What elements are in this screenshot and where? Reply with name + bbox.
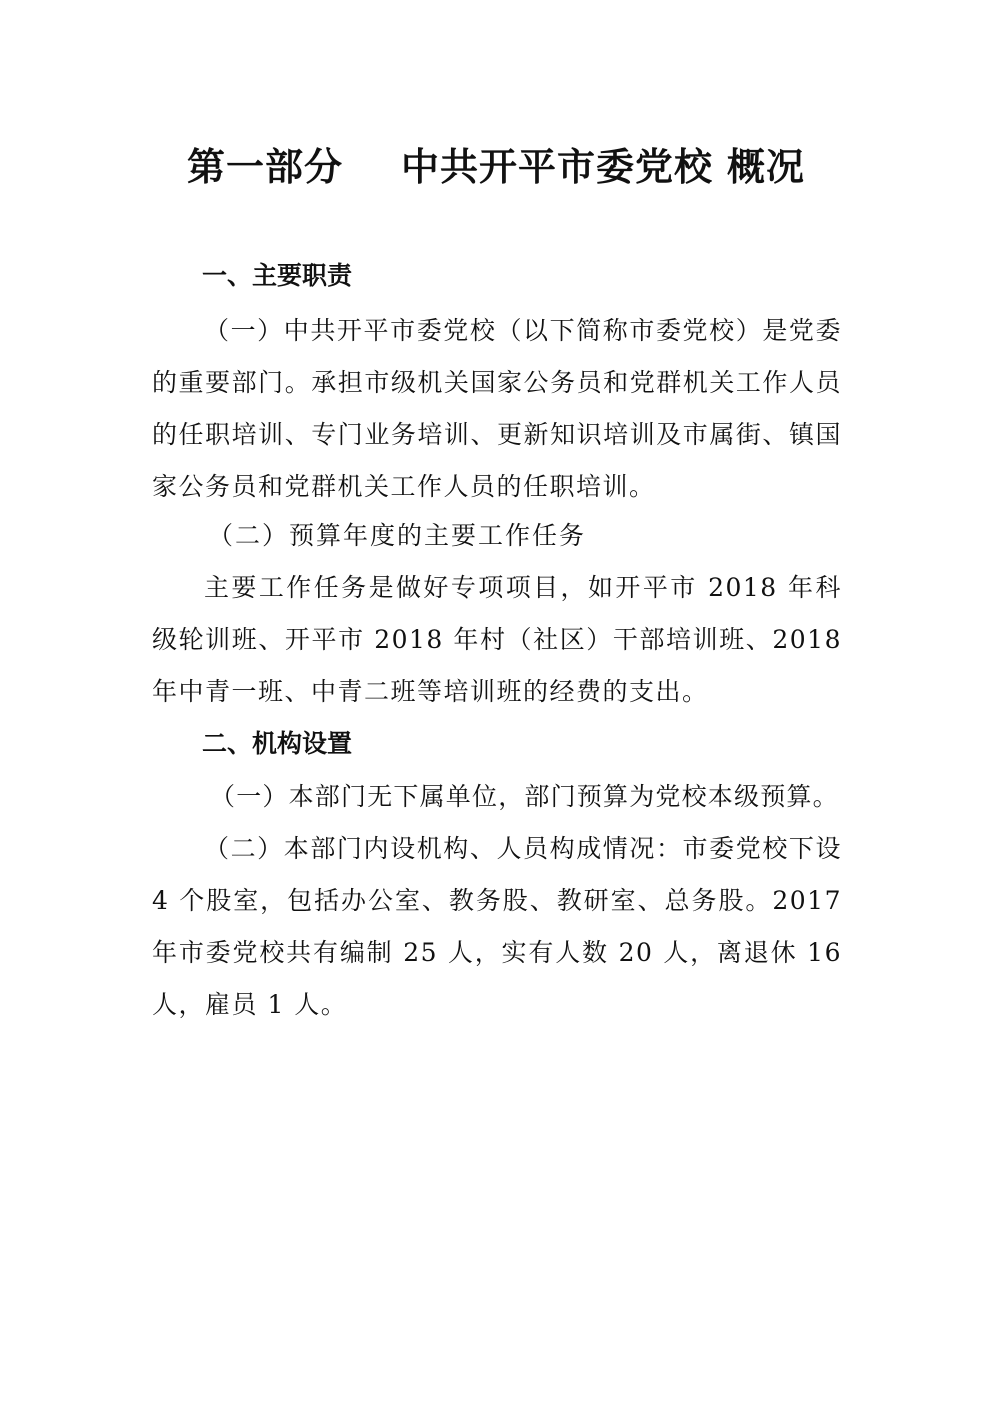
section-structure-p2-block — [152, 823, 842, 1031]
subheading-annual-tasks: （二）预算年度的主要工作任务 — [208, 521, 587, 550]
section-duties-paragraph-block — [152, 305, 842, 513]
section-heading-duties: 一、主要职责 — [202, 261, 353, 290]
paragraph-duties: （一）中共开平市委党校（以下简称市委党校）是党委的重要部门。承担市级机关国家公务员和党群机关工作人员的任职培训、专门业务培训、更新知识培训及市属街、镇国家公务员和党群机关工作人员的任职培训。 — [152, 316, 842, 501]
title-org: 中共开平市委党校 — [400, 145, 713, 189]
page-title — [0, 136, 992, 191]
section-tasks-subheading-block — [152, 510, 842, 562]
section-structure-heading-block — [152, 724, 842, 764]
title-part: 第一部分 — [186, 145, 343, 189]
section-heading-structure: 二、机构设置 — [202, 729, 353, 758]
title-tail: 概况 — [727, 145, 806, 189]
section-tasks-paragraph-block — [152, 562, 842, 718]
paragraph-no-subunits: （一）本部门无下属单位，部门预算为党校本级预算。 — [210, 782, 839, 811]
paragraph-annual-tasks: 主要工作任务是做好专项项目，如开平市 2018 年科级轮训班、开平市 2018 年村（社区）干部培训班、2018 年中青一班、中青二班等培训班的经费的支出。 — [152, 573, 842, 706]
section-duties-heading-block — [152, 256, 842, 296]
section-structure-p1-block — [152, 771, 842, 823]
paragraph-staffing: （二）本部门内设机构、人员构成情况：市委党校下设 4 个股室，包括办公室、教务股、教研室、总务股。2017 年市委党校共有编制 25 人，实有人数 20 人，离退休 16 人，雇员 1 人。 — [152, 834, 842, 1019]
